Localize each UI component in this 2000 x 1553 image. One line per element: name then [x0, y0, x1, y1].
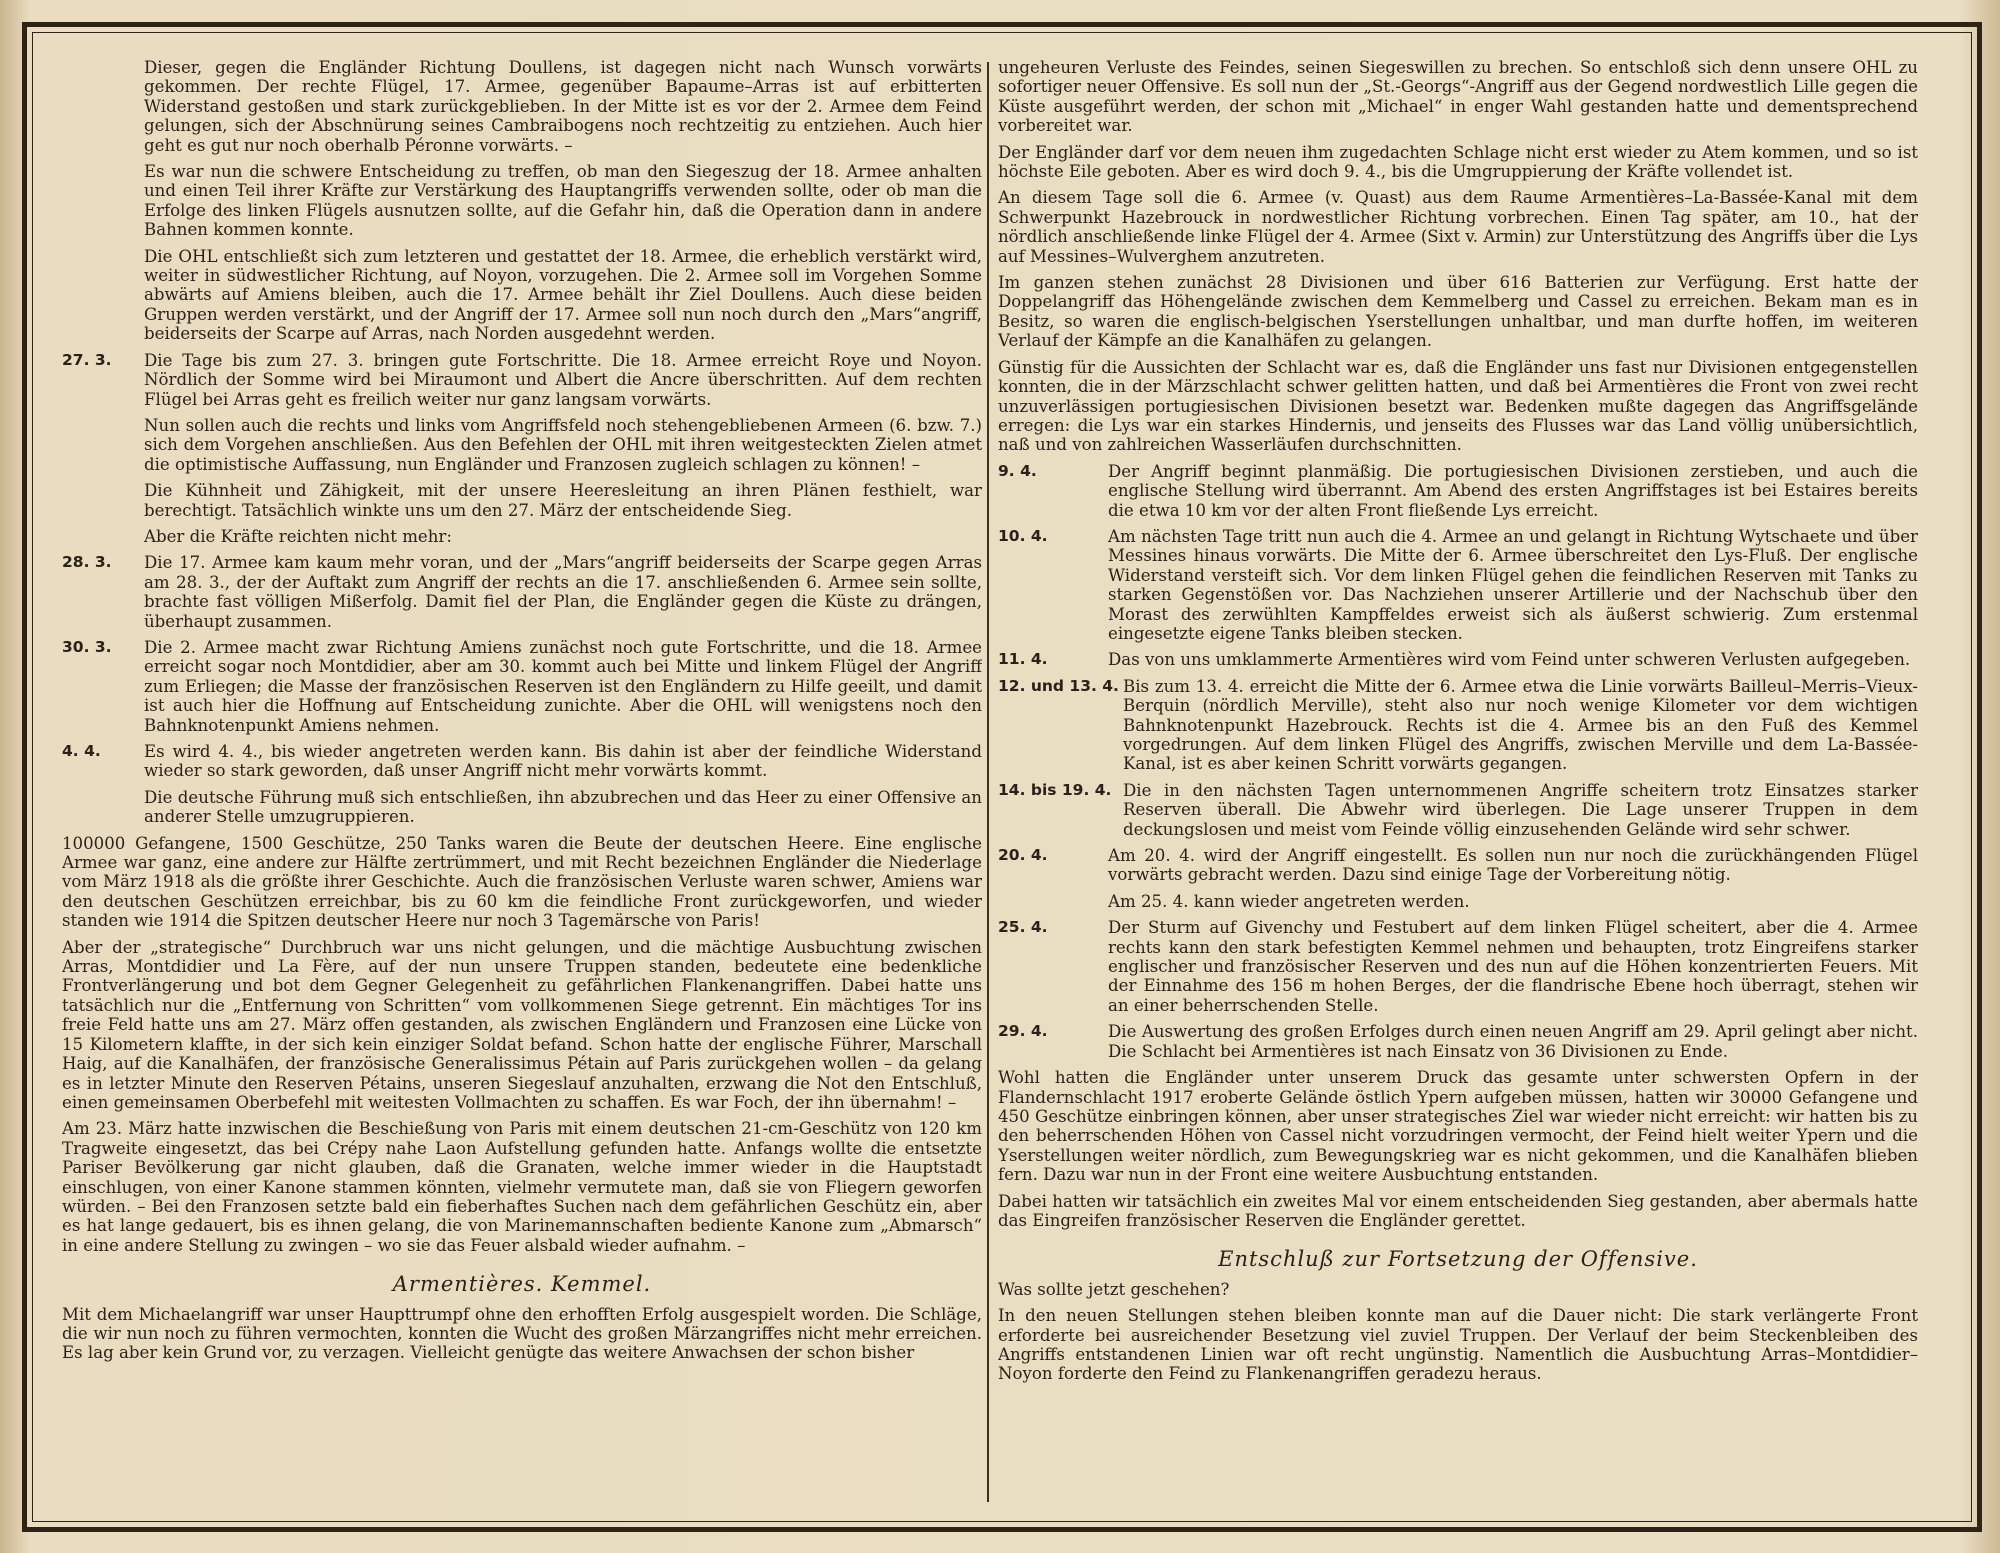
right-entry-20-4 [998, 846, 1918, 885]
left-paragraph-4: Nun sollen auch die rechts und links vom Angriffsfeld noch stehengebliebenen Armeen (6. bzw. 7.) sich dem Vorgehen anschließen. Aus den Befehlen der OHL mit ihren weitgesteckten Zielen atmet die optimistische Auffassung, nun Engländer und Franzosen zugleich schlagen zu können! – [144, 415, 982, 474]
right-entry-29-4 [998, 1022, 1918, 1061]
right-paragraph-10: In den neuen Stellungen stehen bleiben konnte man auf die Dauer nicht: Die stark verlängerte Front erforderte bei ausreichender Besetzung viel zuviel Truppen. Der Verlauf der beim Steckenbleiben des Angriffs entstandenen Linien war oft recht ungünstig. Namentlich die Ausbuchtung Arras–Montdidier–Noyon forderte den Feind zu Flankenangriffen geradezu heraus. [998, 1306, 1918, 1384]
entry-date: 29. 4. [998, 1022, 1048, 1041]
entry-date: 20. 4. [998, 846, 1048, 865]
left-paragraph-7: Die deutsche Führung muß sich entschließen, ihn abzubrechen und das Heer zu einer Offensive an anderer Stelle umzugruppieren. [144, 787, 982, 827]
entry-text: Die in den nächsten Tagen unternommenen Angriffe scheitern trotz Einsatzes starker Reserven überall. Die Abwehr wird überlegen. Die Lage unserer Truppen in dem deckungslosen und meist vom Feinde völlig einzusehenden Gelände wird sehr schwer. [1123, 780, 1918, 839]
right-paragraph-3: An diesem Tage soll die 6. Armee (v. Quast) aus dem Raume Armentières–La-Bassée-Kanal mit dem Schwerpunkt Hazebrouck in nordwestlicher Richtung vorbrechen. Einen Tag später, am 10., hat der nördlich anschließende linke Flügel der 4. Armee (Sixt v. Armin) zur Unterstützung des Angriffs über die Lys auf Messines–Wulverghem anzutreten. [998, 188, 1918, 266]
entry-text: Es wird 4. 4., bis wieder angetreten werden kann. Bis dahin ist aber der feindliche Widerstand wieder so stark geworden, daß unser Angriff nicht mehr vorwärts kommt. [144, 742, 982, 781]
left-entry-4-4 [62, 742, 982, 781]
right-column [998, 58, 1918, 1503]
right-paragraph-4: Im ganzen stehen zunächst 28 Divisionen und über 616 Batterien zur Verfügung. Erst hatte der Doppelangriff das Höhengelände zwischen dem Kemmelberg und Cassel zu erreichen. Bekam man es in Besitz, so waren die englisch-belgischen Yserstellungen unhaltbar, und man durfte hoffen, im weiteren Verlauf der Kämpfe an die Kanalhäfen zu gelangen. [998, 273, 1918, 351]
entry-text: Bis zum 13. 4. erreicht die Mitte der 6. Armee etwa die Linie vorwärts Bailleul–Merris–Vieux-Berquin (nördlich Merville), steht also nur noch wenige Kilometer vor dem wichtigen Bahnknotenpunkt Hazebrouck. Rechts ist die 4. Armee bis an den Fuß des Kemmel vorgedrungen. Auf dem linken Flügel des Angriffs, zwischen Merville und dem La-Bassée-Kanal, ist es aber keinen Schritt vorwärts gegangen. [1123, 676, 1918, 774]
right-entry-9-4 [998, 462, 1918, 520]
left-paragraph-5: Die Kühnheit und Zähigkeit, mit der unsere Heeresleitung an ihren Plänen festhielt, war berechtigt. Tatsächlich winkte uns um den 27. März der entscheidende Sieg. [144, 481, 982, 520]
right-paragraph-6: Am 25. 4. kann wieder angetreten werden. [1108, 891, 1470, 911]
left-paragraph-1: Dieser, gegen die Engländer Richtung Doullens, ist dagegen nicht nach Wunsch vorwärts gekommen. Der rechte Flügel, 17. Armee, gegenüber Bapaume–Arras ist auf erbitterten Widerstand gestoßen und stark zurückgeblieben. In der Mitte ist es vor der 2. Armee dem Feind gelungen, sich der Abschnürung seines Cambraibogens noch rechtzeitig zu entziehen. Auch hier geht es gut nur noch oberhalb Péronne vorwärts. – [144, 58, 982, 155]
entry-text: Am nächsten Tage tritt nun auch die 4. Armee an und gelangt in Richtung Wytschaete und über Messines hinaus vorwärts. Die Mitte der 6. Armee überschreitet den Lys-Fluß. Der englische Widerstand versteift sich. Vor dem linken Flügel gehen die feindlichen Reserven mit Tanks zu starken Gegenstößen vor. Das Nachziehen unserer Artillerie und der Nachschub über den Morast des zerwühlten Kampffeldes erweist sich als äußerst schwierig. Zum erstenmal eingesetzte eigene Tanks bleiben stecken. [1108, 526, 1918, 643]
right-paragraph-2: Der Engländer darf vor dem neuen ihm zugedachten Schlage nicht erst wieder zu Atem kommen, und so ist höchste Eile geboten. Aber es wird doch 9. 4., bis die Umgruppierung der Kräfte vollendet ist. [998, 142, 1918, 182]
left-paragraph-3: Die OHL entschließt sich zum letzteren und gestattet der 18. Armee, die erheblich verstärkt wird, weiter in südwestlicher Richtung, auf Noyon, vorzugehen. Die 2. Armee soll im Vorgehen Somme abwärts auf Amiens bleiben, auch die 17. Armee behält ihr Ziel Doullens. Auch diese beiden Gruppen werden verstärkt, und der Angriff der 17. Armee soll nun noch durch den „Mars“angriff, beiderseits der Scarpe auf Arras, nach Norden ausgedehnt werden. [144, 246, 982, 344]
entry-text: Der Angriff beginnt planmäßig. Die portugiesischen Divisionen zerstieben, und auch die englische Stellung wird überrannt. Am Abend des ersten Angriffstages ist bei Estaires bereits die etwa 10 km vor der alten Front fließende Lys erreicht. [1108, 461, 1918, 520]
left-entry-30-3 [62, 638, 982, 735]
left-entry-27-3 [62, 351, 982, 409]
right-paragraph-1: ungeheuren Verluste des Feindes, seinen Siegeswillen zu brechen. So entschloß sich denn unsere OHL zu sofortiger neuer Offensive. Es soll nun der „St.-Georgs“-Angriff aus der Gegend nordwestlich Lille gegen die Küste ausgeführt werden, der schon mit „Michael“ in enger Wahl gestanden hatte und dementsprechend vorbereitet war. [998, 58, 1918, 136]
entry-date: 28. 3. [62, 553, 112, 572]
entry-text: Die 2. Armee macht zwar Richtung Amiens zunächst noch gute Fortschritte, und die 18. Armee erreicht sogar noch Montdidier, aber am 30. kommt auch bei Mitte und linkem Flügel der Angriff zum Erliegen; die Masse der französischen Reserven ist den Engländern zu Hilfe geeilt, und damit ist auch hier die Hoffnung auf Entscheidung zunichte. Aber die OHL will wenigstens noch den Bahnknotenpunkt Amiens nehmen. [144, 637, 982, 735]
right-paragraph-5: Günstig für die Aussichten der Schlacht war es, daß die Engländer uns fast nur Divisionen entgegenstellen konnten, die in der Märzschlacht schwer gelitten hatten, und daß bei Armentières die Front von zwei recht unzuverlässigen portugiesischen Divisionen besetzt war. Bedenken mußte dagegen das Angriffsgelände erregen: die Lys war ein starkes Hindernis, und jenseits des Flusses war das Land völlig unübersichtlich, naß und von zahlreichen Wasserläufen durchschnitten. [998, 357, 1918, 455]
entry-text: Die Auswertung des großen Erfolges durch einen neuen Angriff am 29. April gelingt aber nicht. Die Schlacht bei Armentières ist nach Einsatz von 36 Divisionen zu Ende. [1108, 1022, 1918, 1061]
right-entry-11-4 [998, 650, 1918, 669]
left-entry-28-3 [62, 553, 982, 631]
entry-date: 14. bis 19. 4. [998, 780, 1112, 799]
right-entry-25-4 [998, 918, 1918, 1015]
right-entry-12-13-4 [998, 677, 1918, 774]
entry-text: Das von uns umklammerte Armentières wird vom Feind unter schweren Verlusten aufgegeben. [1108, 650, 1911, 670]
right-paragraph-8: Dabei hatten wir tatsächlich ein zweites Mal vor einem entscheidenden Sieg gestanden, aber abermals hatte das Eingreifen französischer Reserven die Engländer gerettet. [998, 1191, 1918, 1230]
right-entry-10-4 [998, 527, 1918, 643]
left-paragraph-6: Aber die Kräfte reichten nicht mehr: [144, 526, 452, 546]
left-paragraph-10: Am 23. März hatte inzwischen die Beschießung von Paris mit einem deutschen 21-cm-Geschütz von 120 km Tragweite eingesetzt, das bei Crépy nahe Laon Aufstellung gefunden hatte. Anfangs wollte die entsetzte Pariser Bevölkerung gar nicht glauben, daß die Granaten, welche immer wieder in die Hauptstadt einschlugen, von einer Kanone stammen könnten, vielmehr vermutete man, daß sie von Fliegern geworfen würden. – Bei den Franzosen setzte bald ein fieberhaftes Suchen nach dem gefährlichen Geschütz ein, aber es hat lange gedauert, bis es ihnen gelang, die von Marinemannschaften bediente Kanone zum „Abmarsch“ in eine andere Stellung zu zwingen – wo sie das Feuer alsbald wieder aufnahm. – [62, 1119, 982, 1255]
entry-date: 25. 4. [998, 918, 1048, 937]
entry-text: Der Sturm auf Givenchy und Festubert auf dem linken Flügel scheitert, aber die 4. Armee rechts kann den stark befestigten Kemmel nehmen und behaupten, trotz Eingreifens starker englischer und französischer Reserven und des nun auf die Höhen konzentrierten Feuers. Mit der Einnahme des 156 m hohen Berges, der die flandrische Ebene hoch überragt, stehen wir an einer beherrschenden Stelle. [1108, 918, 1918, 1015]
column-divider [987, 62, 989, 1502]
entry-text: Die 17. Armee kam kaum mehr voran, und der „Mars“angriff beiderseits der Scarpe gegen Arras am 28. 3., der der Auftakt zum Angriff der rechts an die 17. anschließenden 6. Armee sein sollte, brachte fast völligen Mißerfolg. Damit fiel der Plan, die Engländer gegen die Küste zu drängen, überhaupt zusammen. [144, 553, 982, 631]
entry-text: Am 20. 4. wird der Angriff eingestellt. Es sollen nun nur noch die zurückhängenden Flügel vorwärts gebracht werden. Dazu sind einige Tage der Vorbereitung nötig. [1108, 846, 1918, 885]
entry-text: Die Tage bis zum 27. 3. bringen gute Fortschritte. Die 18. Armee erreicht Roye und Noyon. Nördlich der Somme wird bei Miraumont und Albert die Ancre überschritten. Auf dem rechten Flügel bei Arras geht es freilich weiter nur ganz langsam vorwärts. [144, 350, 982, 409]
section-heading-entschluss: Entschluß zur Fortsetzung der Offensive. [1218, 1247, 1698, 1272]
left-paragraph-8: 100000 Gefangene, 1500 Geschütze, 250 Tanks waren die Beute der deutschen Heere. Eine englische Armee war ganz, eine andere zur Hälfte zertrümmert, und mit Recht bezeichnen Engländer die Niederlage vom März 1918 als die größte ihrer Geschichte. Auch die französischen Verluste waren schwer, Amiens war den deutschen Geschützen erreichbar, bis zu 60 km die feindliche Front zurückgeworfen, und wieder standen wie 1914 die Spitzen deutscher Heere nur noch 3 Tagemärsche von Paris! [62, 833, 982, 931]
entry-date: 27. 3. [62, 350, 112, 369]
entry-date: 12. und 13. 4. [998, 676, 1119, 695]
left-paragraph-2: Es war nun die schwere Entscheidung zu treffen, ob man den Siegeszug der 18. Armee anhalten und einen Teil ihrer Kräfte zur Verstärkung des Hauptangriffs verwenden sollte, oder ob man die Erfolge des linken Flügels ausnutzen sollte, auf die Gefahr hin, daß die Operation dann in andere Bahnen kommen konnte. [144, 162, 982, 240]
entry-date: 11. 4. [998, 650, 1048, 669]
left-column [62, 58, 982, 1503]
left-paragraph-9: Aber der „strategische“ Durchbruch war uns nicht gelungen, und die mächtige Ausbuchtung zwischen Arras, Montdidier und La Fère, auf der nun unsere Truppen standen, bedeutete eine bedenkliche Frontverlängerung und bot dem Gegner Gelegenheit zu gefährlichen Flankenangriffen. Dabei hatte uns tatsächlich nur die „Entfernung von Schritten“ vom vollkommenen Siege getrennt. Ein mächtiges Tor ins freie Feld hatte uns am 27. März offen gestanden, als zwischen Engländern und Franzosen eine Lücke von 15 Kilometern klaffte, in der sich kein einziger Soldat befand. Schon hatte der englische Führer, Marschall Haig, auf die Kanalhäfen, der französische Generalissimus Pétain auf Paris zurückgehen wollen – da gelang es in letzter Minute den Reserven Pétains, unseren Siegeslauf anzuhalten, erzwang die Not den Entschluß, einen gemeinsamen Oberbefehl mit weitesten Vollmachten zu schaffen. Es war Foch, der ihn übernahm! – [62, 937, 982, 1112]
entry-date: 30. 3. [62, 637, 112, 656]
entry-date: 4. 4. [62, 742, 101, 760]
section-heading-armentieres: Armentières. Kemmel. [392, 1272, 652, 1297]
right-paragraph-9: Was sollte jetzt geschehen? [998, 1279, 1230, 1299]
entry-date: 10. 4. [998, 526, 1048, 545]
right-paragraph-7: Wohl hatten die Engländer unter unserem Druck das gesamte unter schwersten Opfern in der Flandernschlacht 1917 eroberte Gelände östlich Ypern aufgeben müssen, hatten wir 30000 Gefangene und 450 Geschütze einbringen können, aber unser strategisches Ziel war wieder nicht erreicht: wir hatten bis zu den beherrschenden Höhen von Cassel nicht vorzudringen vermocht, der Feind hielt weiter Ypern und die Yserstellungen weiter nördlich, zum Bewegungskrieg war es nicht gekommen, und die Kanalhäfen blieben fern. Dazu war nun in der Front eine weitere Ausbuchtung entstanden. [998, 1068, 1918, 1185]
left-paragraph-11: Mit dem Michaelangriff war unser Haupttrumpf ohne den erhofften Erfolg ausgespielt worden. Die Schläge, die wir nun noch zu führen vermochten, konnten die Wucht des großen Märzangriffes nicht mehr erreichen. Es lag aber kein Grund vor, zu verzagen. Vielleicht genügte das weitere Anwachsen der schon bisher [62, 1304, 982, 1363]
entry-date: 9. 4. [998, 461, 1037, 480]
right-entry-14-19-4 [998, 781, 1918, 839]
